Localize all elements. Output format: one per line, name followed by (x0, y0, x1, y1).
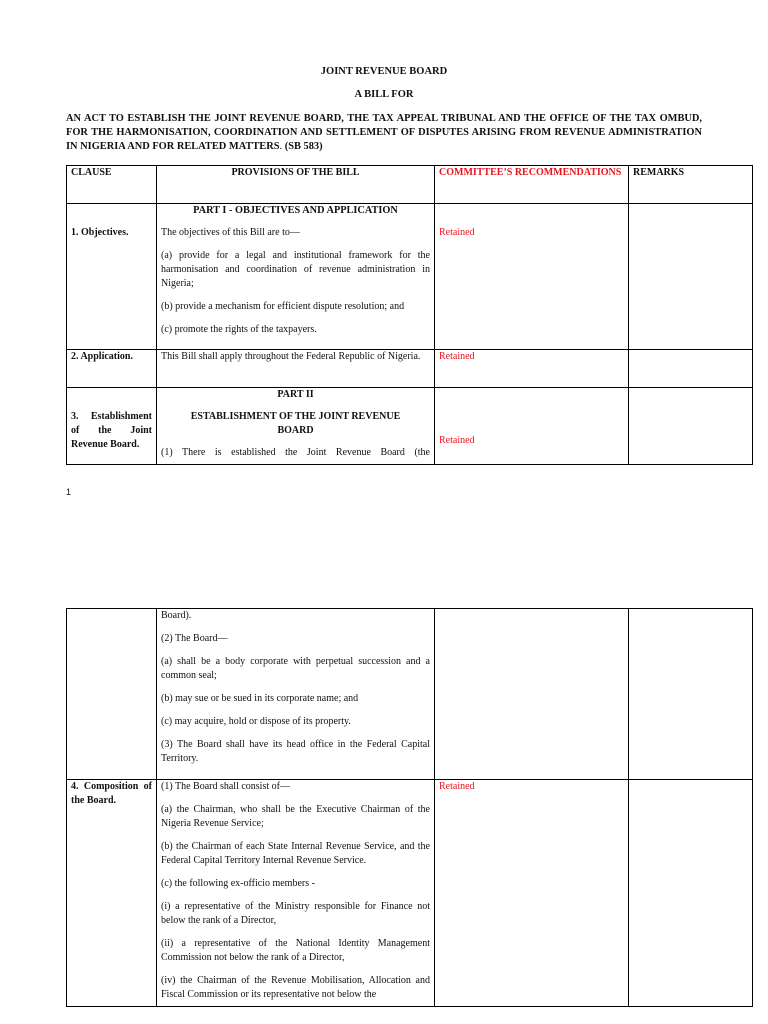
table-row (67, 609, 753, 780)
recommendation-cell (435, 609, 629, 780)
table-row (67, 388, 753, 465)
provision-text: (iv) the Chairman of the Revenue Mobilisation, Allocation and Fiscal Commission or its representative not below the (161, 975, 430, 1000)
table-row (67, 204, 753, 350)
page-number: 1 (66, 487, 72, 497)
provisions-cell (157, 204, 435, 350)
part-heading: PART I - OBJECTIVES AND APPLICATION (193, 205, 398, 216)
provisions-cell (157, 780, 435, 1007)
clause-cell (67, 350, 157, 388)
clause-label: 4. Composition of the Board. (71, 781, 152, 806)
provision-text: (2) The Board— (161, 633, 228, 644)
provision-text: (1) There is established the Joint Revenue Board (the (161, 447, 430, 458)
act-description (66, 112, 702, 154)
provision-text: (a) provide for a legal and institutional framework for the harmonisation and coordination of revenue administration in Nigeria; (161, 250, 430, 289)
recommendation-text: Retained (439, 351, 475, 362)
clause-cell (67, 388, 157, 465)
provision-text: This Bill shall apply throughout the Federal Republic of Nigeria. (161, 351, 421, 362)
clause-label: 2. Application. (71, 351, 133, 362)
remarks-cell (629, 350, 753, 388)
header-committee-recommendations: COMMITTEE’S RECOMMENDATIONS (435, 166, 629, 204)
clause-cell (67, 780, 157, 1007)
recommendation-text: Retained (439, 227, 475, 238)
provisions-cell (157, 609, 435, 780)
clause-cell (67, 609, 157, 780)
provisions-table-page1 (66, 165, 753, 465)
header-provisions: PROVISIONS OF THE BILL (157, 166, 435, 204)
table-header-row (67, 166, 753, 204)
act-text: AN ACT TO ESTABLISH THE JOINT REVENUE BOARD, THE TAX APPEAL TRIBUNAL AND THE OFFICE OF THE TAX OMBUD, FOR THE HARMONISATION, COORDINATION AND SETTLEMENT OF DISPUTES ARISING FROM REVENUE ADMINISTRATION IN NIGERIA AND FOR RELATED MATTERS (66, 113, 702, 152)
remarks-cell (629, 204, 753, 350)
table-row (67, 350, 753, 388)
provision-text: (b) provide a mechanism for efficient dispute resolution; and (161, 301, 405, 312)
recommendation-cell (435, 780, 629, 1007)
provision-text: (i) a representative of the Ministry responsible for Finance not below the rank of a Director, (161, 901, 430, 926)
provisions-table-page2 (66, 608, 753, 1007)
header-clause: CLAUSE (67, 166, 157, 204)
provision-text: (b) the Chairman of each State Internal Revenue Service, and the Federal Capital Territory Internal Revenue Service. (161, 841, 430, 866)
provisions-cell (157, 350, 435, 388)
clause-label: 3. Establishment of the Joint Revenue Board. (71, 411, 152, 450)
provision-text: (c) promote the rights of the taxpayers. (161, 324, 317, 335)
provision-text: (ii) a representative of the National Identity Management Commission not below the rank of a Director, (161, 938, 430, 963)
remarks-cell (629, 388, 753, 465)
header-remarks: REMARKS (629, 166, 753, 204)
provision-text: (a) shall be a body corporate with perpetual succession and a common seal; (161, 656, 430, 681)
remarks-cell (629, 780, 753, 1007)
provision-text: The objectives of this Bill are to— (161, 227, 300, 238)
provision-text: (c) the following ex-officio members - (161, 878, 315, 889)
table-row (67, 780, 753, 1007)
clause-label: 1. Objectives. (71, 227, 129, 238)
remarks-cell (629, 609, 753, 780)
part-heading: PART II (277, 389, 314, 400)
recommendation-cell (435, 388, 629, 465)
provision-text: Board). (161, 610, 192, 621)
provision-text: (1) The Board shall consist of— (161, 781, 290, 792)
recommendation-cell (435, 204, 629, 350)
clause-cell (67, 204, 157, 350)
document-title: JOINT REVENUE BOARD (320, 66, 448, 77)
act-reference: (SB 583) (282, 141, 323, 152)
provision-text: (3) The Board shall have its head office in the Federal Capital Territory. (161, 739, 430, 764)
provision-text: (a) the Chairman, who shall be the Executive Chairman of the Nigeria Revenue Service; (161, 804, 430, 829)
recommendation-cell (435, 350, 629, 388)
provision-text: (c) may acquire, hold or dispose of its property. (161, 716, 351, 727)
recommendation-text: Retained (439, 435, 475, 446)
provision-text: (b) may sue or be sued in its corporate name; and (161, 693, 359, 704)
recommendation-text: Retained (439, 781, 475, 792)
act-period: . (279, 141, 283, 152)
document-subtitle: A BILL FOR (354, 89, 414, 100)
section-heading: ESTABLISHMENT OF THE JOINT REVENUE BOARD (190, 411, 401, 436)
provisions-cell (157, 388, 435, 465)
